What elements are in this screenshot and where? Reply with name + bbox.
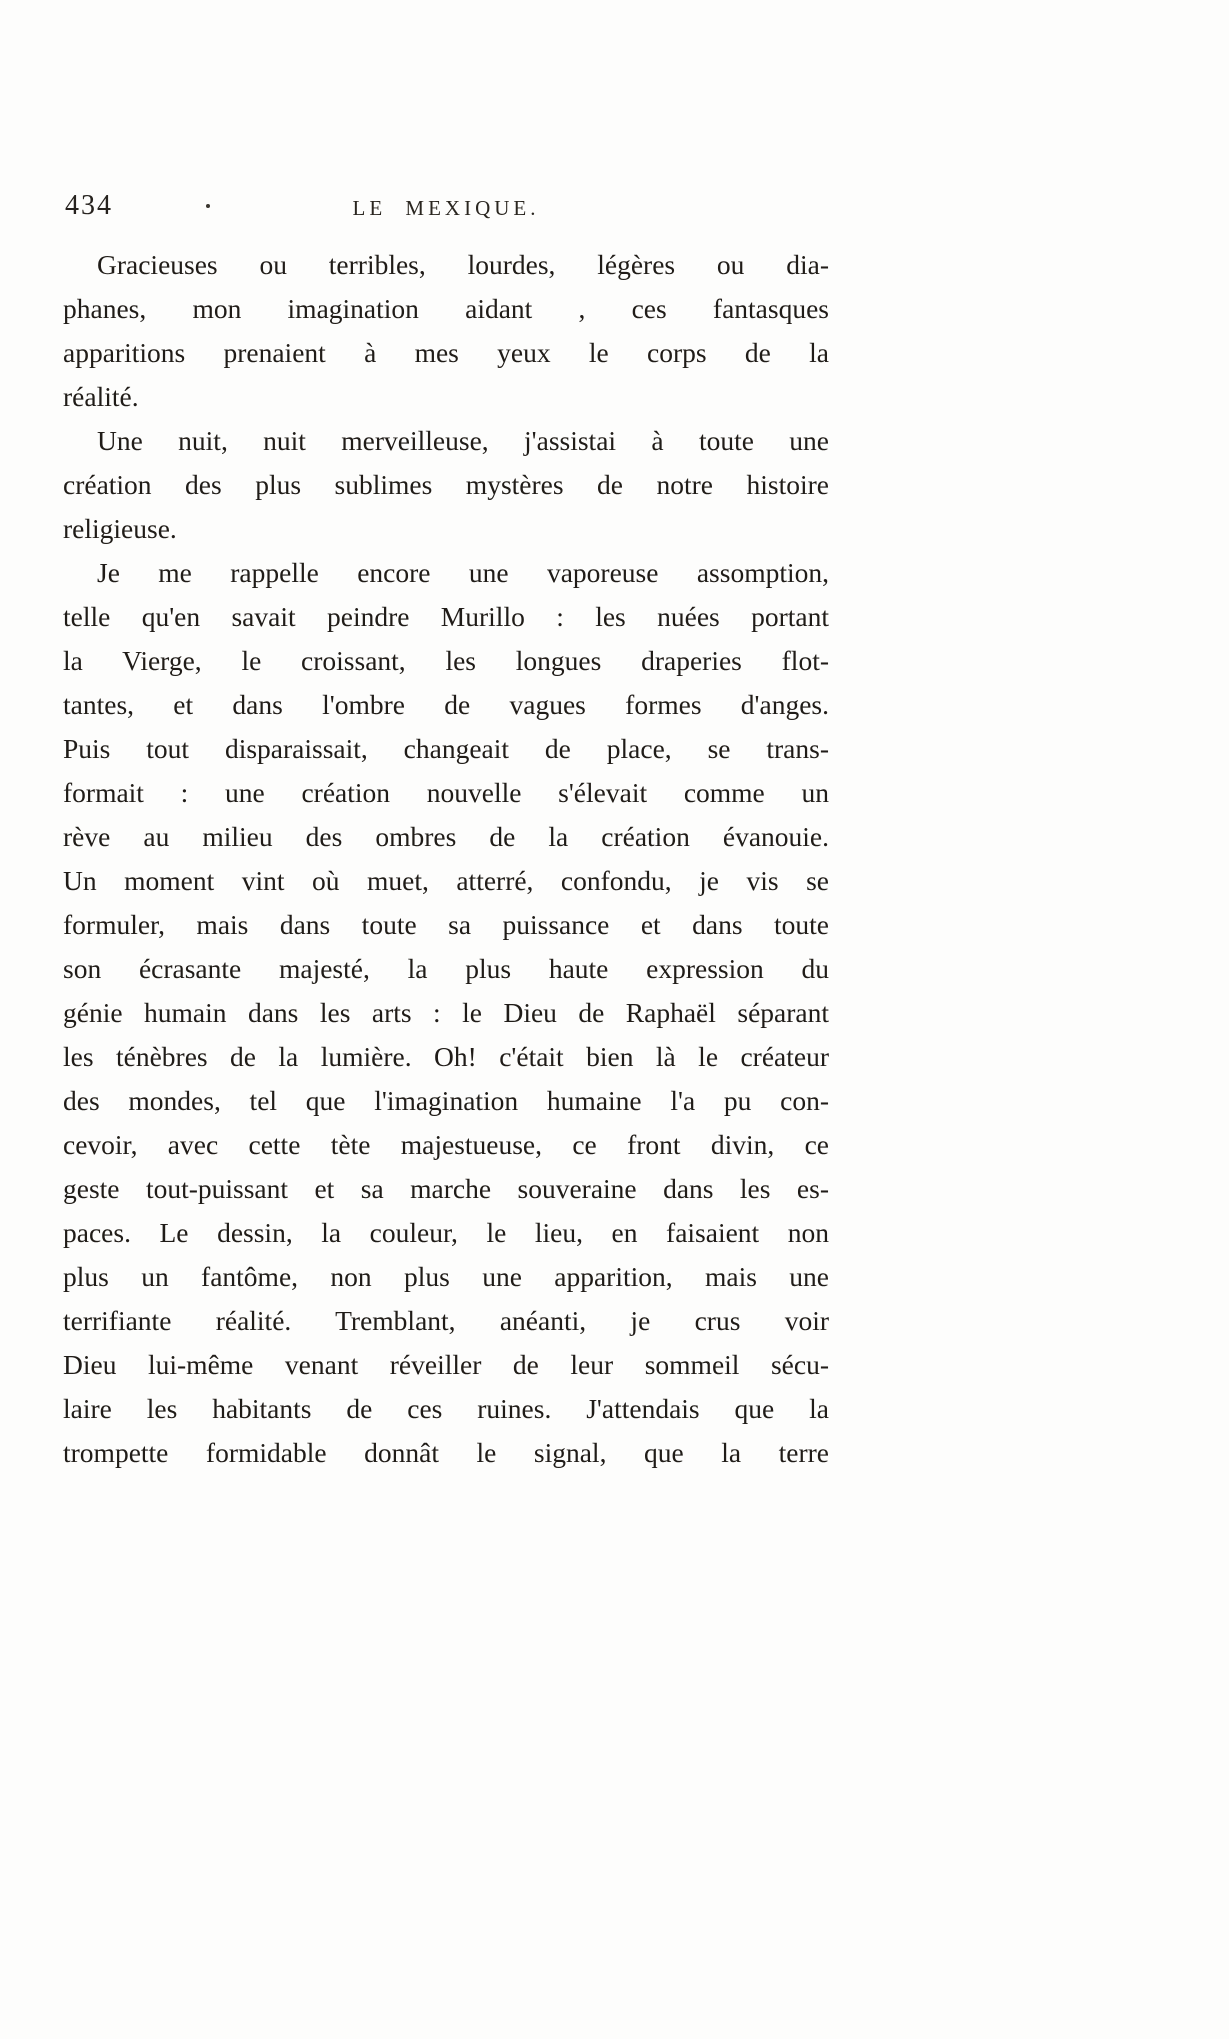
text-line: Dieu lui-même venant réveiller de leur sommeil sécu- [63,1349,829,1380]
text-line: paces. Le dessin, la couleur, le lieu, en faisaient non [63,1217,829,1248]
text-line: formait : une création nouvelle s'élevait comme un [63,777,829,808]
text-line: les ténèbres de la lumière. Oh! c'était bien là le créateur [63,1041,829,1072]
text-line: trompette formidable donnât le signal, que la terre [63,1437,829,1468]
text-line: Gracieuses ou terribles, lourdes, légères ou dia- [97,249,829,280]
text-line: formuler, mais dans toute sa puissance et dans toute [63,909,829,940]
text-line: création des plus sublimes mystères de notre histoire [63,469,829,500]
paragraph [63,243,829,419]
page-number: 434 [65,190,113,221]
text-line: Puis tout disparaissait, changeait de place, se trans- [63,733,829,764]
text-line: cevoir, avec cette tète majestueuse, ce front divin, ce [63,1129,829,1160]
text-line: phanes, mon imagination aidant , ces fantasques [63,293,829,324]
text-line: son écrasante majesté, la plus haute expression du [63,953,829,984]
text-line: plus un fantôme, non plus une apparition, mais une [63,1261,829,1292]
paragraph [63,419,829,551]
text-line: geste tout-puissant et sa marche souveraine dans les es- [63,1173,829,1204]
text-line: réalité. [63,381,139,412]
text-line: terrifiante réalité. Tremblant, anéanti, je crus voir [63,1305,829,1336]
running-title: LE MEXIQUE. [352,196,540,220]
text-line: Je me rappelle encore une vaporeuse assomption, [97,557,829,588]
text-line: telle qu'en savait peindre Murillo : les nuées portant [63,601,829,632]
page-header [63,190,829,226]
text-line: génie humain dans les arts : le Dieu de Raphaël séparant [63,997,829,1028]
paragraph [63,551,829,1475]
text-line: Un moment vint où muet, atterré, confondu, je vis se [63,865,829,896]
text-line: religieuse. [63,513,177,544]
text-line: apparitions prenaient à mes yeux le corps de la [63,337,829,368]
text-line: la Vierge, le croissant, les longues draperies flot- [63,645,829,676]
text-line: Une nuit, nuit merveilleuse, j'assistai à toute une [97,425,829,456]
text-line: des mondes, tel que l'imagination humaine l'a pu con- [63,1085,829,1116]
text-line: laire les habitants de ces ruines. J'attendais que la [63,1393,829,1424]
text-block [63,243,829,1475]
text-line: rève au milieu des ombres de la création évanouie. [63,821,829,852]
text-line: tantes, et dans l'ombre de vagues formes d'anges. [63,689,829,720]
